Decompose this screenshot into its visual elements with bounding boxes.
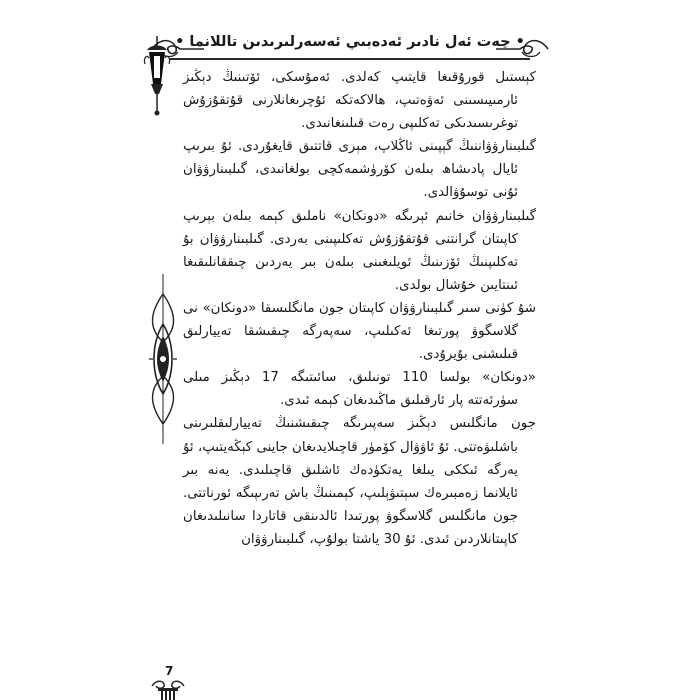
pillar-ornament-icon — [150, 664, 186, 700]
page-number: 7 — [165, 664, 174, 678]
header-title: • چەت ئەل نادىر ئەدەبىي ئەسەرلىرىدىن تاللانما • — [175, 34, 525, 50]
right-flourish-icon — [494, 38, 550, 60]
paragraph: جون مانگلىس دېڭىز سەپىرىگە چىقىشنىڭ تەييارلىقلىرىنى باشلىۋەتتى. ئۇ ئاۋۋال كۆمۈر قاچىلايدىغان جاينى كېڭەيتىپ، ئۇ يەرگە ئىككى يىلغا يەتكۈدەك ئاشلىق قاچىلىدى. يەنە بىر ئايلانما زەمبىرەك سېتىۋېلىپ، كېمىنىڭ باش تەرىپىگە ئورناتتى. جون مانگلىس گلاسگوۋ پورتىدا ئالدىنقى قاتاردا سانىلىدىغان كاپىتانلاردىن ئىدى. ئۇ 30 ياشتا بولۇپ، گىلبىنارۋۋان — [183, 416, 536, 547]
body-text — [183, 66, 536, 551]
side-ornament-icon — [149, 274, 177, 444]
running-header — [150, 30, 550, 60]
paragraph: كېستىل قورۇقىغا قايتىپ كەلدى. ئەمۇسكى، ئۆتىنىڭ دېڭىز ئارمىيىسىنى ئەۋەتىپ، ھالاكەتكە ئۇچرىغانلارنى قۇتقۇزۇش توغرىسىدىكى تەكلىپى رەت قىلىنغانىدى. — [183, 70, 536, 132]
paragraph: شۇ كۈنى سىر گىلبىنارۋۋان كاپىتان جون مانگلىسقا «دونكان» نى گلاسگوۋ پورتىغا ئەكىلىپ، سەپەرگە چىقىشقا تەييارلىق قىلىشنى بۇيرۇدى. — [183, 300, 536, 363]
paragraph: «دونكان» بولسا 110 تونىلىق، سائىتىگە 17 دېڭىز مىلى سۈرئەتتە پار ئارقىلىق ماڭىدىغان كېمە ئىدى. — [183, 370, 536, 409]
paragraph: گىلبىنارۋۋان خانىم ئېرىگە «دونكان» ناملىق كېمە بىلەن بېرىپ كاپىتان گرانتنى قۇتقۇزۇش تەكلىپىنى بەردى. گىلبىنارۋۋان بۇ تەكلىپنىڭ ئۆزىنىڭ ئويلىغىنى بىلەن بىر يەردىن چىققانلىقىغا ئىنتايىن خۇشال بولدى. — [183, 208, 536, 293]
header-rule — [170, 58, 530, 60]
hanging-lantern-icon — [143, 36, 171, 116]
paragraph: گىلبىنارۋۋاننىڭ گېپىنى ئاڭلاپ، مېرى قاتتىق قايغۇردى. ئۇ بىرىپ ئايال پادىشاھ بىلەن كۆرۈشمەكچى بولغانىدى، گىلبىنارۋۋان ئۇنى توسۇۋالدى. — [183, 139, 536, 201]
